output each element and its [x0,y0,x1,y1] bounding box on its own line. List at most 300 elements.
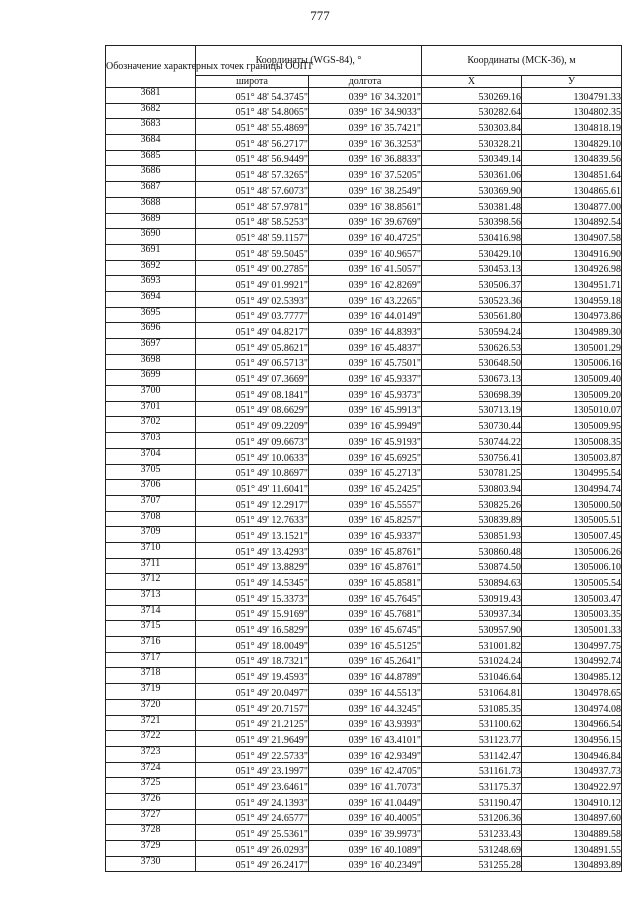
y-cell: 1305006.16 [522,354,622,370]
point-number-cell: 3728 [106,825,196,841]
longitude-cell: 039° 16' 45.5125" [309,637,422,653]
table-row [106,213,622,229]
x-cell: 531161.73 [422,762,522,778]
y-cell: 1304973.86 [522,307,622,323]
x-cell: 531175.37 [422,778,522,794]
longitude-cell: 039° 16' 38.8561" [309,197,422,213]
table-row [106,135,622,151]
longitude-cell: 039° 16' 41.5057" [309,260,422,276]
x-cell: 530506.37 [422,276,522,292]
latitude-cell: 051° 48' 59.1157" [196,229,309,245]
latitude-cell: 051° 48' 56.9449" [196,150,309,166]
point-number-cell: 3697 [106,339,196,355]
latitude-cell: 051° 49' 16.5829" [196,621,309,637]
table-row [106,715,622,731]
table-row [106,637,622,653]
y-cell: 1304916.90 [522,244,622,260]
latitude-cell: 051° 49' 24.1393" [196,793,309,809]
x-cell: 530919.43 [422,590,522,606]
longitude-cell: 039° 16' 45.9337" [309,527,422,543]
x-cell: 530730.44 [422,417,522,433]
longitude-cell: 039° 16' 40.4005" [309,809,422,825]
y-cell: 1304966.54 [522,715,622,731]
longitude-cell: 039° 16' 34.3201" [309,88,422,104]
longitude-cell: 039° 16' 43.9393" [309,715,422,731]
latitude-cell: 051° 49' 12.7633" [196,511,309,527]
latitude-cell: 051° 49' 24.6577" [196,809,309,825]
x-cell: 530523.36 [422,291,522,307]
x-cell: 530648.50 [422,354,522,370]
longitude-cell: 039° 16' 44.5513" [309,684,422,700]
x-cell: 531206.36 [422,809,522,825]
latitude-cell: 051° 49' 02.5393" [196,291,309,307]
longitude-cell: 039° 16' 36.8833" [309,150,422,166]
table-row [106,119,622,135]
latitude-cell: 051° 49' 03.7777" [196,307,309,323]
point-number-cell: 3707 [106,495,196,511]
point-number-cell: 3711 [106,558,196,574]
x-cell: 530594.24 [422,323,522,339]
x-cell: 530369.90 [422,182,522,198]
point-number-cell: 3717 [106,652,196,668]
point-number-cell: 3709 [106,527,196,543]
table-row [106,291,622,307]
latitude-cell: 051° 49' 23.6461" [196,778,309,794]
y-cell: 1304907.58 [522,229,622,245]
table-row [106,746,622,762]
y-cell: 1304818.19 [522,119,622,135]
y-cell: 1304956.15 [522,731,622,747]
point-number-cell: 3686 [106,166,196,182]
table-row [106,511,622,527]
latitude-cell: 051° 49' 15.9169" [196,605,309,621]
point-number-cell: 3710 [106,542,196,558]
point-number-cell: 3699 [106,370,196,386]
latitude-cell: 051° 49' 08.1841" [196,386,309,402]
x-cell: 531064.81 [422,684,522,700]
x-cell: 530874.50 [422,558,522,574]
coordinates-table [105,45,622,872]
x-cell: 530328.21 [422,135,522,151]
longitude-cell: 039° 16' 42.9349" [309,746,422,762]
point-number-cell: 3708 [106,511,196,527]
point-number-cell: 3713 [106,590,196,606]
point-number-cell: 3698 [106,354,196,370]
table-row [106,354,622,370]
x-cell: 530825.26 [422,495,522,511]
y-cell: 1304946.84 [522,746,622,762]
latitude-cell: 051° 49' 22.5733" [196,746,309,762]
y-cell: 1304995.54 [522,464,622,480]
table-row [106,684,622,700]
latitude-cell: 051° 49' 10.0633" [196,448,309,464]
longitude-cell: 039° 16' 45.2713" [309,464,422,480]
table-row [106,182,622,198]
latitude-cell: 051° 49' 04.8217" [196,323,309,339]
latitude-cell: 051° 49' 21.9649" [196,731,309,747]
y-cell: 1305008.35 [522,433,622,449]
y-cell: 1304985.12 [522,668,622,684]
latitude-cell: 051° 49' 14.5345" [196,574,309,590]
longitude-cell: 039° 16' 45.8761" [309,558,422,574]
y-cell: 1304802.35 [522,103,622,119]
coordinates-table-body [106,88,622,872]
table-row [106,370,622,386]
latitude-cell: 051° 49' 20.0497" [196,684,309,700]
longitude-cell: 039° 16' 40.9657" [309,244,422,260]
x-cell: 530839.89 [422,511,522,527]
point-number-cell: 3691 [106,244,196,260]
y-cell: 1305005.51 [522,511,622,527]
point-number-cell: 3689 [106,213,196,229]
latitude-cell: 051° 49' 19.4593" [196,668,309,684]
point-number-cell: 3688 [106,197,196,213]
table-row [106,417,622,433]
y-cell: 1304897.60 [522,809,622,825]
x-cell: 530453.13 [422,260,522,276]
longitude-cell: 039° 16' 35.7421" [309,119,422,135]
x-cell: 531142.47 [422,746,522,762]
y-cell: 1304959.18 [522,291,622,307]
longitude-cell: 039° 16' 40.1089" [309,841,422,857]
latitude-cell: 051° 49' 10.8697" [196,464,309,480]
table-row [106,244,622,260]
table-row [106,527,622,543]
latitude-cell: 051° 49' 15.3373" [196,590,309,606]
latitude-cell: 051° 49' 13.8829" [196,558,309,574]
latitude-cell: 051° 49' 12.2917" [196,495,309,511]
y-cell: 1305003.47 [522,590,622,606]
table-row [106,166,622,182]
y-cell: 1304889.58 [522,825,622,841]
y-cell: 1304989.30 [522,323,622,339]
latitude-cell: 051° 49' 18.0049" [196,637,309,653]
point-number-cell: 3690 [106,229,196,245]
table-row [106,103,622,119]
y-cell: 1305006.10 [522,558,622,574]
longitude-cell: 039° 16' 45.7681" [309,605,422,621]
wgs84-header: Координаты (WGS-84), ° [196,46,422,76]
latitude-cell: 051° 49' 20.7157" [196,699,309,715]
latitude-cell: 051° 49' 06.5713" [196,354,309,370]
y-cell: 1304997.75 [522,637,622,653]
latitude-cell: 051° 48' 57.6073" [196,182,309,198]
point-number-cell: 3703 [106,433,196,449]
latitude-cell: 051° 49' 09.2209" [196,417,309,433]
latitude-header: широта [196,76,309,88]
point-designation-header: Обозначение характерных точек границы ООПТ [106,46,196,88]
x-cell: 530429.10 [422,244,522,260]
x-cell: 531001.82 [422,637,522,653]
latitude-cell: 051° 49' 07.3669" [196,370,309,386]
x-cell: 530282.64 [422,103,522,119]
y-cell: 1305003.87 [522,448,622,464]
point-number-cell: 3700 [106,386,196,402]
y-cell: 1304978.65 [522,684,622,700]
table-row [106,339,622,355]
point-number-cell: 3695 [106,307,196,323]
longitude-cell: 039° 16' 43.4101" [309,731,422,747]
latitude-cell: 051° 48' 59.5045" [196,244,309,260]
point-number-cell: 3729 [106,841,196,857]
longitude-cell: 039° 16' 42.4705" [309,762,422,778]
y-cell: 1305001.33 [522,621,622,637]
x-cell: 530781.25 [422,464,522,480]
latitude-cell: 051° 49' 25.5361" [196,825,309,841]
x-cell: 531248.69 [422,841,522,857]
x-cell: 530303.84 [422,119,522,135]
longitude-cell: 039° 16' 40.4725" [309,229,422,245]
longitude-cell: 039° 16' 45.7645" [309,590,422,606]
latitude-cell: 051° 49' 26.2417" [196,856,309,872]
x-cell: 531046.64 [422,668,522,684]
table-row [106,621,622,637]
table-row [106,590,622,606]
y-cell: 1304891.55 [522,841,622,857]
latitude-cell: 051° 49' 08.6629" [196,401,309,417]
latitude-cell: 051° 48' 54.3745" [196,88,309,104]
longitude-header: долгота [309,76,422,88]
y-cell: 1305001.29 [522,339,622,355]
y-cell: 1305003.35 [522,605,622,621]
x-cell: 531190.47 [422,793,522,809]
y-cell: 1305006.26 [522,542,622,558]
point-number-cell: 3721 [106,715,196,731]
table-row [106,307,622,323]
y-cell: 1304910.12 [522,793,622,809]
x-cell: 530673.13 [422,370,522,386]
latitude-cell: 051° 49' 00.2785" [196,260,309,276]
y-cell: 1304922.97 [522,778,622,794]
table-row [106,229,622,245]
table-row [106,841,622,857]
y-cell: 1305009.95 [522,417,622,433]
table-row [106,386,622,402]
point-number-cell: 3724 [106,762,196,778]
point-number-cell: 3723 [106,746,196,762]
table-row [106,401,622,417]
y-cell: 1304851.64 [522,166,622,182]
longitude-cell: 039° 16' 45.9193" [309,433,422,449]
x-cell: 530860.48 [422,542,522,558]
longitude-cell: 039° 16' 40.2349" [309,856,422,872]
longitude-cell: 039° 16' 39.6769" [309,213,422,229]
y-cell: 1305010.07 [522,401,622,417]
point-number-cell: 3715 [106,621,196,637]
table-row [106,856,622,872]
msk36-header: Координаты (МСК-36), м [422,46,622,76]
latitude-cell: 051° 48' 57.3265" [196,166,309,182]
longitude-cell: 039° 16' 45.9373" [309,386,422,402]
table-row [106,464,622,480]
page-number: 777 [310,8,330,23]
x-cell: 531100.62 [422,715,522,731]
latitude-cell: 051° 49' 23.1997" [196,762,309,778]
latitude-cell: 051° 49' 01.9921" [196,276,309,292]
y-cell: 1304829.10 [522,135,622,151]
table-row [106,778,622,794]
x-header: X [422,76,522,88]
table-row [106,197,622,213]
longitude-cell: 039° 16' 44.0149" [309,307,422,323]
x-cell: 531233.43 [422,825,522,841]
y-cell: 1304974.08 [522,699,622,715]
point-number-cell: 3704 [106,448,196,464]
table-row [106,809,622,825]
y-cell: 1304839.56 [522,150,622,166]
table-row [106,480,622,496]
table-row [106,495,622,511]
point-number-cell: 3701 [106,401,196,417]
longitude-cell: 039° 16' 45.9949" [309,417,422,433]
latitude-cell: 051° 49' 11.6041" [196,480,309,496]
x-cell: 530851.93 [422,527,522,543]
latitude-cell: 051° 48' 57.9781" [196,197,309,213]
x-cell: 530698.39 [422,386,522,402]
y-cell: 1304892.54 [522,213,622,229]
table-row [106,542,622,558]
x-cell: 530894.63 [422,574,522,590]
latitude-cell: 051° 49' 21.2125" [196,715,309,731]
point-number-cell: 3705 [106,464,196,480]
y-cell: 1305009.40 [522,370,622,386]
longitude-cell: 039° 16' 45.8257" [309,511,422,527]
x-cell: 530756.41 [422,448,522,464]
latitude-cell: 051° 49' 13.1521" [196,527,309,543]
longitude-cell: 039° 16' 44.8789" [309,668,422,684]
table-row [106,574,622,590]
table-row [106,150,622,166]
point-number-cell: 3730 [106,856,196,872]
x-cell: 531024.24 [422,652,522,668]
point-number-cell: 3720 [106,699,196,715]
longitude-cell: 039° 16' 37.5205" [309,166,422,182]
x-cell: 530744.22 [422,433,522,449]
x-cell: 530269.16 [422,88,522,104]
longitude-cell: 039° 16' 45.6925" [309,448,422,464]
y-cell: 1304951.71 [522,276,622,292]
point-number-cell: 3719 [106,684,196,700]
y-cell: 1305005.54 [522,574,622,590]
latitude-cell: 051° 49' 09.6673" [196,433,309,449]
point-number-cell: 3692 [106,260,196,276]
table-row [106,762,622,778]
point-number-cell: 3684 [106,135,196,151]
latitude-cell: 051° 49' 13.4293" [196,542,309,558]
point-number-cell: 3727 [106,809,196,825]
table-row [106,652,622,668]
table-row [106,323,622,339]
table-row [106,699,622,715]
point-number-cell: 3706 [106,480,196,496]
latitude-cell: 051° 48' 58.5253" [196,213,309,229]
longitude-cell: 039° 16' 41.7073" [309,778,422,794]
longitude-cell: 039° 16' 45.2641" [309,652,422,668]
y-cell: 1304865.61 [522,182,622,198]
x-cell: 530398.56 [422,213,522,229]
table-row [106,731,622,747]
point-number-cell: 3712 [106,574,196,590]
point-number-cell: 3693 [106,276,196,292]
longitude-cell: 039° 16' 41.0449" [309,793,422,809]
table-row [106,825,622,841]
point-number-cell: 3722 [106,731,196,747]
y-cell: 1304994.74 [522,480,622,496]
table-row [106,558,622,574]
x-cell: 530416.98 [422,229,522,245]
latitude-cell: 051° 48' 54.8065" [196,103,309,119]
table-row [106,260,622,276]
x-cell: 531085.35 [422,699,522,715]
longitude-cell: 039° 16' 45.2425" [309,480,422,496]
longitude-cell: 039° 16' 34.9033" [309,103,422,119]
y-cell: 1304926.98 [522,260,622,276]
table-row [106,433,622,449]
y-cell: 1305009.20 [522,386,622,402]
x-cell: 530957.90 [422,621,522,637]
point-number-cell: 3714 [106,605,196,621]
table-row [106,276,622,292]
point-number-cell: 3702 [106,417,196,433]
x-cell: 530349.14 [422,150,522,166]
latitude-cell: 051° 49' 05.8621" [196,339,309,355]
longitude-cell: 039° 16' 44.3245" [309,699,422,715]
x-cell: 531255.28 [422,856,522,872]
y-cell: 1304877.00 [522,197,622,213]
x-cell: 530561.80 [422,307,522,323]
point-number-cell: 3726 [106,793,196,809]
table-row [106,793,622,809]
x-cell: 530626.53 [422,339,522,355]
x-cell: 531123.77 [422,731,522,747]
table-row [106,668,622,684]
x-cell: 530361.06 [422,166,522,182]
point-number-cell: 3681 [106,88,196,104]
y-cell: 1304893.89 [522,856,622,872]
x-cell: 530937.34 [422,605,522,621]
y-cell: 1304937.73 [522,762,622,778]
point-number-cell: 3716 [106,637,196,653]
longitude-cell: 039° 16' 44.8393" [309,323,422,339]
x-cell: 530713.19 [422,401,522,417]
longitude-cell: 039° 16' 45.9913" [309,401,422,417]
longitude-cell: 039° 16' 45.5557" [309,495,422,511]
y-cell: 1304992.74 [522,652,622,668]
latitude-cell: 051° 49' 18.7321" [196,652,309,668]
longitude-cell: 039° 16' 39.9973" [309,825,422,841]
table-row [106,605,622,621]
x-cell: 530803.94 [422,480,522,496]
latitude-cell: 051° 48' 55.4869" [196,119,309,135]
point-number-cell: 3694 [106,291,196,307]
longitude-cell: 039° 16' 45.7501" [309,354,422,370]
longitude-cell: 039° 16' 45.4837" [309,339,422,355]
point-number-cell: 3683 [106,119,196,135]
y-cell: 1305007.45 [522,527,622,543]
longitude-cell: 039° 16' 43.2265" [309,291,422,307]
longitude-cell: 039° 16' 45.9337" [309,370,422,386]
latitude-cell: 051° 49' 26.0293" [196,841,309,857]
y-cell: 1304791.33 [522,88,622,104]
y-header: У [522,76,622,88]
latitude-cell: 051° 48' 56.2717" [196,135,309,151]
point-number-cell: 3687 [106,182,196,198]
point-number-cell: 3696 [106,323,196,339]
point-number-cell: 3685 [106,150,196,166]
point-number-cell: 3725 [106,778,196,794]
longitude-cell: 039° 16' 45.8761" [309,542,422,558]
table-row [106,448,622,464]
